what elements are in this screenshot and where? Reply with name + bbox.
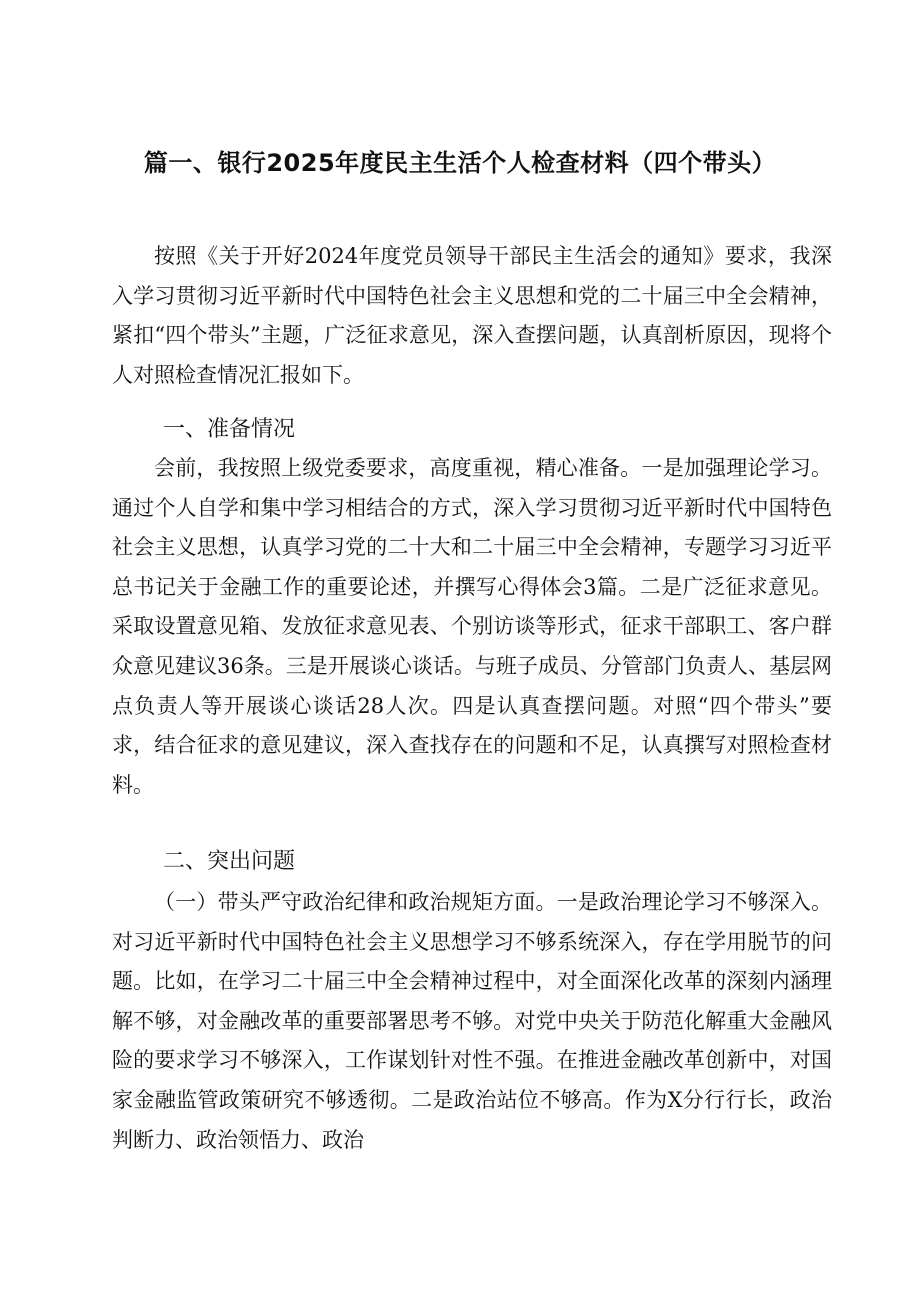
document-title: 篇一、银行2025年度民主生活个人检查材料（四个带头） — [143, 149, 777, 177]
preparation-paragraph: 会前，我按照上级党委要求，高度重视，精心准备。一是加强理论学习。通过个人自学和集中学习相结合的方式，深入学习贯彻习近平新时代中国特色社会主义思想，认真学习党的二十大和二十届三中全会精神，专题学习习近平总书记关于金融工作的重要论述，并撰写心得体会3篇。二是广泛征求意见。采取设置意见箱、发放征求意见表、个别访谈等形式，征求干部职工、客户群众意见建议36条。三是开展谈心谈话。与班子成员、分管部门负责人、基层网点负责人等开展谈心谈话28人次。四是认真查摆问题。对照“四个带头”要求，结合征求的意见建议，深入查找存在的问题和不足，认真撰写对照检查材料。 — [112, 456, 832, 797]
problems-section — [112, 883, 832, 1160]
section-heading-problems: 二、突出问题 — [163, 849, 296, 874]
section-heading-preparation: 一、准备情况 — [163, 417, 296, 442]
intro-paragraph: 按照《关于开好2024年度党员领导干部民主生活会的通知》要求，我深入学习贯彻习近平新时代中国特色社会主义思想和党的二十届三中全会精神，紧扣“四个带头”主题，广泛征求意见，深入查摆问题，认真剖析原因，现将个人对照检查情况汇报如下。 — [112, 244, 832, 387]
problems-paragraph: （一）带头严守政治纪律和政治规矩方面。一是政治理论学习不够深入。对习近平新时代中国特色社会主义思想学习不够系统深入，存在学用脱节的问题。比如，在学习二十届三中全会精神过程中，对全面深化改革的深刻内涵理解不够，对金融改革的重要部署思考不够。对党中央关于防范化解重大金融风险的要求学习不够深入，工作谋划针对性不强。在推进金融改革创新中，对国家金融监管政策研究不够透彻。二是政治站位不够高。作为X分行行长，政治判断力、政治领悟力、政治 — [112, 890, 832, 1152]
preparation-section — [112, 449, 832, 805]
intro-section — [112, 237, 832, 395]
